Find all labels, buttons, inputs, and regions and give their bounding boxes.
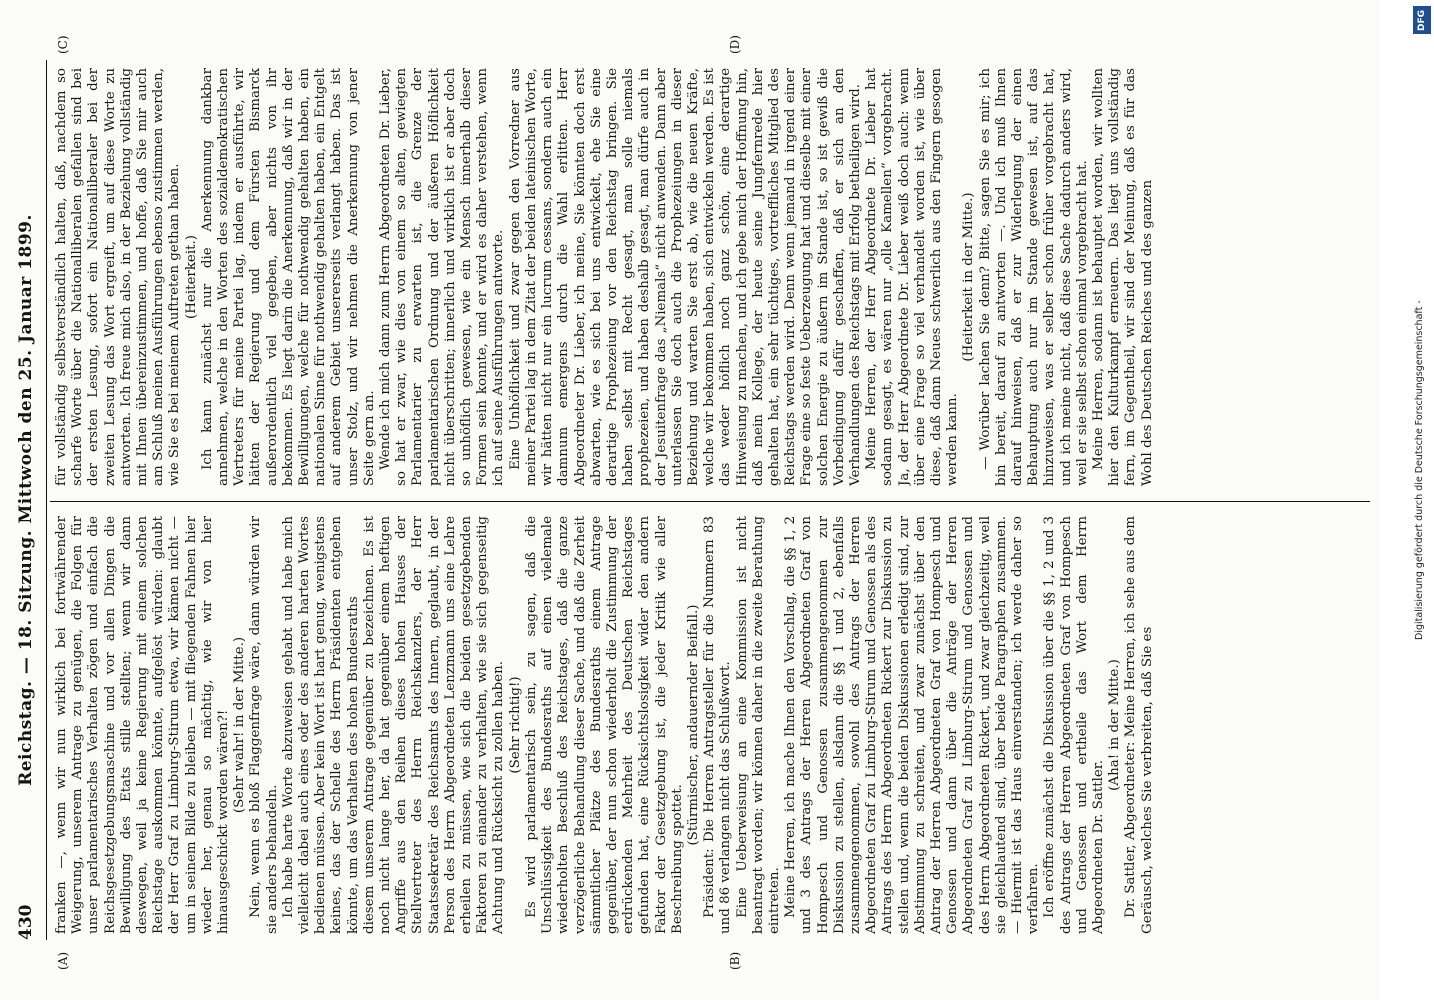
digitization-note: Digitalisierung gefördert durch die Deutsche Forschungsgemeinschaft - xyxy=(1414,300,1425,640)
header-rule xyxy=(46,60,47,940)
right-column xyxy=(54,68,1364,486)
paragraph: Es wird parlamentarisch sein, zu sagen, daß die Unschlüssigkeit des Bundesraths auf einen vielemale wiederholten Beschluß des Reichstages, daß die ganze verzögerliche Behandlung dieser Sache, und daß die Zerheit sämmtlicher Plätze des Bundesraths einem Antrage gegenüber, der nun schon wiederholt die Zustimmung der erdrückenden Mehrheit des Deutschen Reichstages gefunden hat, eine Rücksichtslosigkeit wider den andern Faktor der Gesetzgebung ist, die jeder Kritik wie aller Beschreibung spottet. xyxy=(523,516,685,934)
margin-letter-b: (B) xyxy=(728,951,742,970)
page-number: 430 xyxy=(16,904,36,940)
page-header xyxy=(12,60,42,940)
page-title: Reichstag. — 18. Sitzung. Mittwoch den 25. Januar 1899. xyxy=(16,214,36,786)
interjection: (Stürmischer, andauernder Beifall.) xyxy=(685,604,701,846)
digitization-sidebar xyxy=(1411,0,1434,1000)
president-statement: Präsident: Die Herren Antragsteller für die Nummern 83 und 86 verlangen nicht das Schlußwort. xyxy=(702,516,734,934)
paragraph: Ich kann zunächst nur die Anerkennung dankbar annehmen, welche in den Worten des sozialdemokratischen Vertreters für meine Partei lag, indem er ausführte, wir hätten der Regierung und dem Fürsten Bismarck außerordentlich viel gegeben, aber nichts von ihr bekommen. Es liegt darin die Anerkennung, daß wir in der Bewilligungen, welche für nothwendig gehalten haben, ein nationalen Sinne für nothwendig gehalten haben, ein Entgelt auf anderem Gebiet unsererseits verlangt haben. Das ist unser Stolz, und wir nehmen die Anerkennung von jener Seite gern an. xyxy=(199,68,377,486)
interjection: (Heiterkeit.) xyxy=(183,235,199,319)
interjection: (Sehr wahr! in der Mitte.) xyxy=(232,636,248,814)
margin-letter-c: (C) xyxy=(56,35,70,54)
paragraph: diesem unserem Antrage gegenüber zu bezeichnen. Es ist noch nicht lange her, da hat gegenüber einem heftigen Angriffe aus den Reihen dieses hohen Hauses der Stellvertreter des Herrn Reichskanzlers, der Herr Staatssekretär des Reichsamts des Innern, geglaubt, in der Person des Herrn Abgeordneten Lenzmann uns eine Lehre erheilen zu müssen, wie sich die beiden gesetzgebenden Faktoren zu einander zu verhalten, wie sie sich gegenseitig Achtung und Rücksicht zu zollen haben. xyxy=(361,516,507,934)
paragraph: Wende ich mich dann zum Herrn Abgeordneten Dr. Lieber, so hat er zwar, wie dies von einem so alten, gewiegten Parlamentarier zu erwarten ist, die Grenze der parlamentarischen Ordnung und der äußeren Höflichkeit nicht überschritten; innerlich und wirklich ist er aber doch so unhöflich gewesen, wie ein Mensch innerhalb dieser Formen sein konnte, und er wird es daher verstehen, wenn ich auf seine Ausführungen antworte. xyxy=(378,68,507,486)
paragraph: Nein, wenn es bloß Flaggenfrage wäre, dann würden wir sie anders behandeln. xyxy=(248,516,280,934)
column-divider xyxy=(50,501,1370,502)
paragraph: franken —, wenn wir nun wirklich bei fortwährender Weigerung, unserem Antrage zu genügen, die Folgen für unser parlamentarisches Verhalten zögen und einfach die Reichsgesetzgebungsmaschine und vor allen Dingen die Bewilligung des Etats stille stellten; wenn wir dann deswegen, weil ja keine Regierung mit einem solchen Reichstage auskommen könnte, aufgelöst würden: glaubt der Herr Graf zu Limburg-Stirum etwa, wir kämen nicht — um in seinem Bilde zu bleiben — mit fliegenden Fahnen hier wieder her, genau so mächtig, wie wir von hier hinausgeschickt worden wären?! xyxy=(54,516,232,934)
left-column xyxy=(54,516,1364,934)
paragraph: Eine Unhöflichkeit und zwar gegen den Vorredner aus meiner Partei lag in dem Zitat der beiden lateinischen Worte, wir hätten nicht nur ein lucrum cessans, sondern auch ein damnum emergens durch die Wahl erlitten. Herr Abgeordneter Dr. Lieber, ich meine, Sie könnten doch erst abwarten, wie es sich bei uns entwickelt, ehe Sie eine derartige Prophezeiung vor den Reichstag bringen. Sie haben selbst mit Recht gesagt, man solle niemals prophezeien, und haben deshalb gesagt, man dürfe auch in der Jesuitenfrage das „Niemals“ nicht anwenden. Dann aber unterlassen Sie doch auch die Prophezeiungen in dieser Beziehung und warten Sie erst ab, wie die neuen Kräfte, welche wir bekommen haben, sich entwickeln werden. Es ist das weder höflich noch ganz schön, eine derartige Hinweisung zu machen, und ich gebe mich der Hoffnung hin, daß mein Kollege, der heute seine Jungfernrede hier gehalten hat, ein sehr tüchtiges, vortreffliches Mitglied des Reichstags werden wird. Denn wenn jemand in irgend einer Frage eine so feste Ueberzeugung hat und dieselbe mit einer solchen Energie zu äußern im Stande ist, so ist gewiß die Vorbedingung dafür geschaffen, daß er sich an den Verhandlungen des Reichstags mit Erfolg betheiligen wird. xyxy=(507,68,863,486)
interjection: (Aha! in der Mitte.) xyxy=(1107,659,1123,791)
dfg-logo: DFG xyxy=(1413,6,1431,34)
margin-letter-d: (D) xyxy=(728,35,742,54)
interjection: (Heiterkeit in der Mitte.) xyxy=(961,192,977,362)
interjection: (Sehr richtig!) xyxy=(507,676,523,774)
margin-letter-a: (A) xyxy=(56,951,70,970)
paragraph: Ich habe harte Worte abzuweisen gehabt und habe mich vielleicht dabei auch eines oder des anderen harten Wortes bedienen müssen. Aber kein Wort ist hart genug, wenigstens keines, das der Schelle des Herrn Präsidenten entgehen könnte, um das Verhalten des hohen Bundesraths xyxy=(280,516,361,934)
paragraph: — Worüber lachen Sie denn? Bitte, sagen Sie es mir; ich bin bereit, darauf zu antworten —. Und ich muß Ihnen darauf hinweisen, daß er zur Widerlegung der einen Behauptung auch nur im Stande gewesen ist, auf das hinzuweisen, was er selber schon früher vorgebracht hat, und ich meine nicht, daß diese Sache dadurch anders wird, weil er sie selbst schon einmal vorgebracht hat. xyxy=(977,68,1090,486)
paragraph: für vollständig selbstverständlich halten, daß, nachdem so scharfe Worte über die Nationalliberalen gefallen sind bei der ersten Lesung, sofort ein Nationalliberaler bei der zweiten Lesung das Wort ergreift, um auf diese Worte zu antworten. Ich freue mich also, in der Beziehung vollständig mit Ihnen übereinzustimmen, und hoffe, daß Sie mir auch am Schluß meinen Ausführungen ebenso zustimmen werden, wie Sie es bei meinem Auftreten gethan haben. xyxy=(54,68,183,486)
paragraph: Eine Ueberweisung an eine Kommission ist nicht beantragt worden; wir können daher in die zweite Berathung eintreten. xyxy=(734,516,782,934)
paragraph: Meine Herren, der Herr Abgeordnete Dr. Lieber hat sodann gesagt, es wären nur „olle Kamellen“ vorgebracht. Ja, der Herr Abgeordnete Dr. Lieber weiß doch auch: wenn über eine Frage so viel verhandelt worden ist, wie über diese, daß dann Neues schwerlich aus den Fingern gesogen werden kann. xyxy=(864,68,961,486)
paragraph: Ich eröffne zunächst die Diskussion über die §§ 1, 2 und 3 des Antrags der Herren Abgeordneten Graf von Hompesch und Genossen und ertheile das Wort dem Herrn Abgeordneten Dr. Sattler. xyxy=(1042,516,1106,934)
paragraph: Meine Herren, ich mache Ihnen den Vorschlag, die §§ 1, 2 und 3 des Antrags der Herren Abgeordneten Graf von Hompesch und Genossen zusammengenommen zur Diskussion zu stellen, alsdann die §§ 1 und 2, ebenfalls zusammengenommen, sowohl des Antrags der Herren Abgeordneten Graf zu Limburg-Stirum und Genossen als des Antrags des Herrn Abgeordneten Rickert zur Diskussion zu stellen und, wenn die beiden Diskussionen erledigt sind, zur Abstimmung zu schreiten, und zwar zunächst über den Antrag der Herren Abgeordneten Graf von Hompesch und Genossen und dann über die Anträge der Herren Abgeordneten Graf zu Limburg-Stirum und Genossen und des Herrn Abgeordneten Rickert, und zwar gleichzeitig, weil sie gleichlautend sind, über beide Paragraphen zusammen. — Hiermit ist das Haus einverstanden; ich werde daher so verfahren. xyxy=(783,516,1042,934)
paragraph: Meine Herren, sodann ist behauptet worden, wir wollten hier den Kulturkampf erneuern. Das liegt uns vollständig fern, im Gegentheil, wir sind der Meinung, daß es für das Wohl des Deutschen Reiches und des ganzen xyxy=(1091,68,1155,486)
speaker-statement: Dr. Sattler, Abgeordneter: Meine Herren, ich sehe aus dem Geräusch, welches Sie verbreiten, daß Sie es xyxy=(1123,516,1155,934)
